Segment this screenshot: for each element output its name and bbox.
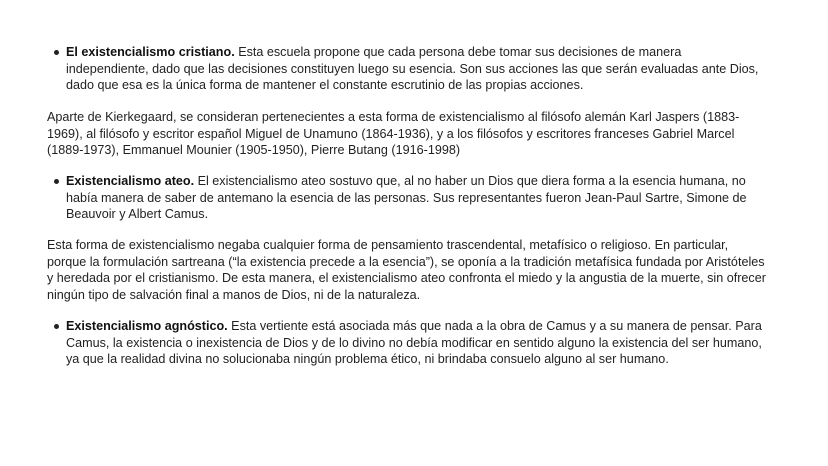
list-item-text: Esta escuela propone que cada persona debe tomar sus decisiones de manera independiente, dado que las decisiones constituyen luego su esencia. Son sus acciones las que serán evaluadas ante Dios, dado que esa es la única forma de mantener el constante escrutinio de las propias acciones. <box>66 45 759 92</box>
list-item-existencialismo-agnostico <box>66 318 766 368</box>
list-item-term: Existencialismo ateo. <box>66 174 198 188</box>
paragraph-representantes-cristianos: Aparte de Kierkegaard, se consideran pertenecientes a esta forma de existencialismo al filósofo alemán Karl Jaspers (1883-1969), al filósofo y escritor español Miguel de Unamuno (1864-1936), y a los filósofos y escritores franceses Gabriel Marcel (1889-1973), Emmanuel Mounier (1905-1950), Pierre Butang (1916-1998) <box>47 110 740 157</box>
list-item-existencialismo-cristiano <box>66 44 766 94</box>
list-item-text: Esta vertiente está asociada más que nada a la obra de Camus y a su manera de pensar. Para Camus, la existencia o inexistencia de Dios y de lo divino no debía modificar en sentido alguno la existencia del ser humano, ya que la realidad divina no solucionaba ningún problema ético, ni brindaba consuelo alguno al ser humano. <box>66 319 762 366</box>
list-item-existencialismo-ateo <box>66 173 766 223</box>
list-item-term: Existencialismo agnóstico. <box>66 319 232 333</box>
list-item-text: El existencialismo ateo sostuvo que, al no haber un Dios que diera forma a la esencia humana, no había manera de saber de antemano la esencia de las personas. Sus representantes fueron Jean-Paul Sartre, Simone de Beauvoir y Albert Camus. <box>66 174 747 221</box>
paragraph-existencialismo-ateo: Esta forma de existencialismo negaba cualquier forma de pensamiento trascendental, metafísico o religioso. En particular, porque la formulación sartreana (“la existencia precede a la esencia”), se oponía a la tradición metafísica fundada por Aristóteles y heredada por el cristianismo. De esta manera, el existencialismo ateo confronta el miedo y la angustia de la muerte, sin ofrecer ningún tipo de salvación final a manos de Dios, ni de la naturaleza. <box>47 238 766 302</box>
list-item-term: El existencialismo cristiano. <box>66 45 239 59</box>
